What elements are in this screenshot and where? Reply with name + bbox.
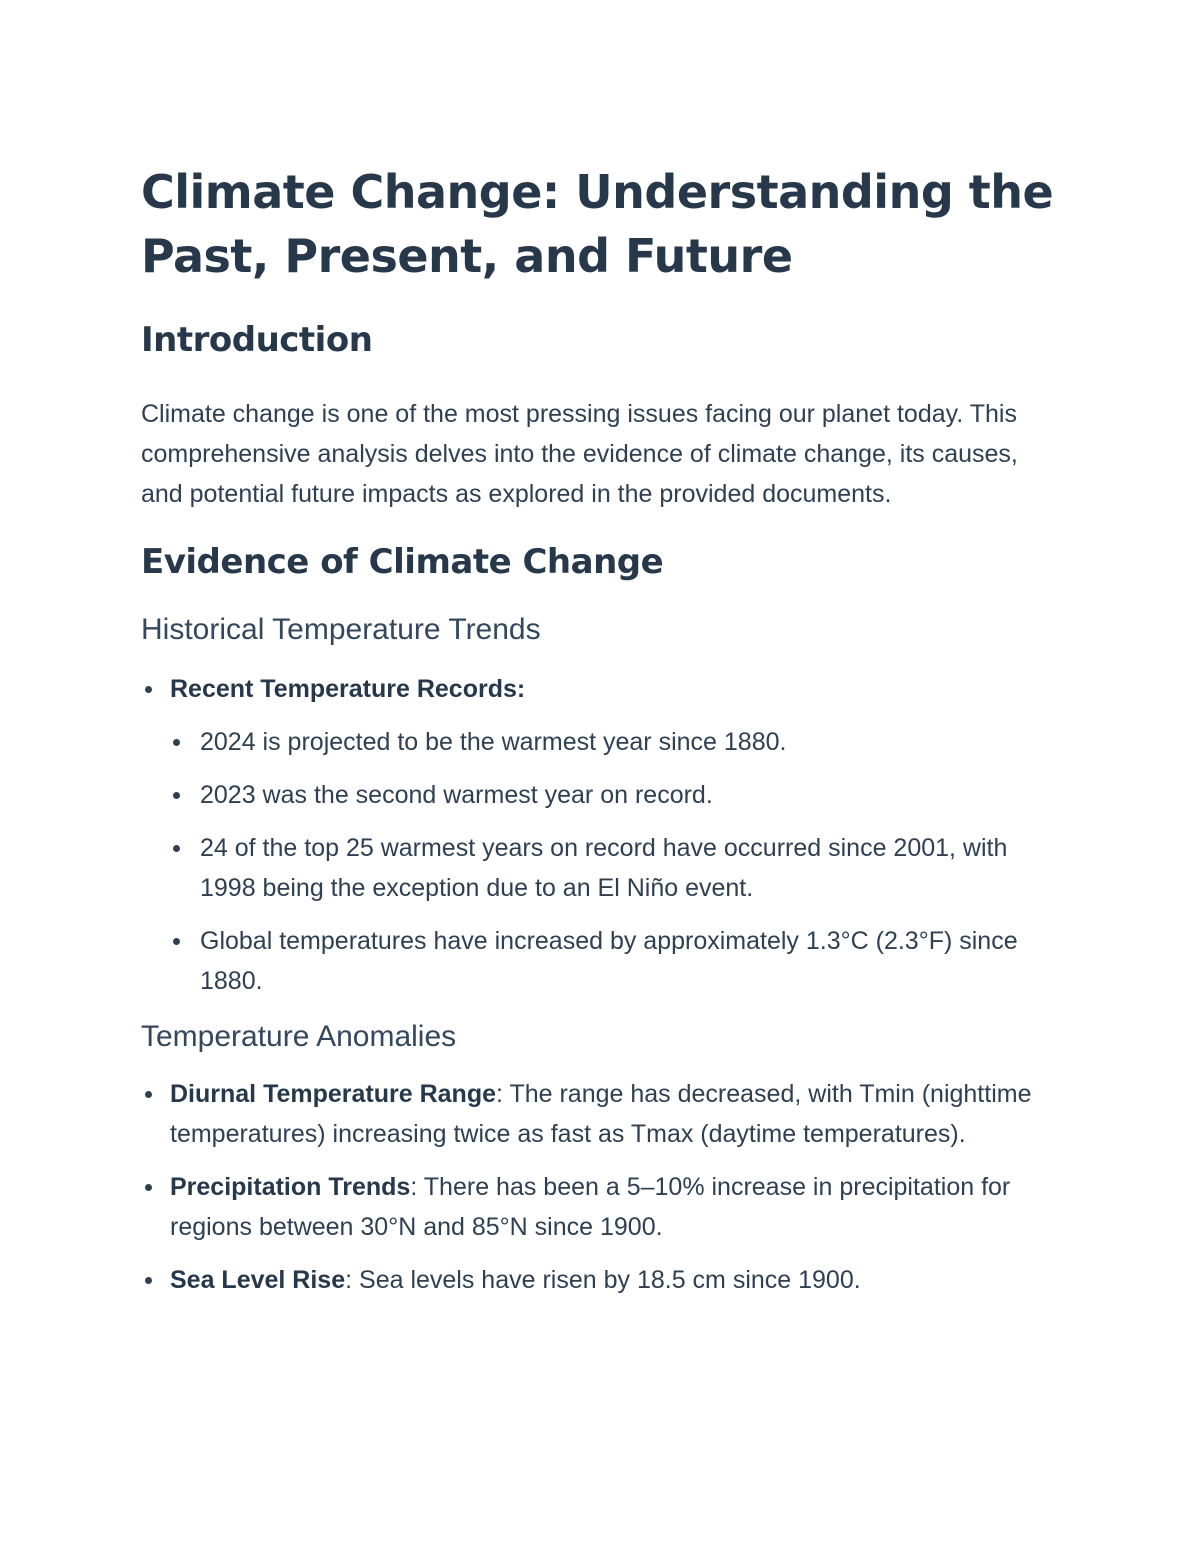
page-title: Climate Change: Understanding the Past, Present, and Future bbox=[141, 165, 1054, 283]
item-label: Sea Level Rise bbox=[170, 1266, 346, 1294]
document-page bbox=[141, 160, 1061, 1300]
historical-temperature-heading: Historical Temperature Trends bbox=[141, 613, 541, 646]
list-item: Global temperatures have increased by approximately 1.3°C (2.3°F) since 1880. bbox=[170, 921, 1061, 1001]
list-item: 24 of the top 25 warmest years on record have occurred since 2001, with 1998 being the exception due to an El Niño event. bbox=[170, 828, 1061, 908]
records-label: Recent Temperature Records: bbox=[170, 675, 526, 703]
introduction-heading: Introduction bbox=[141, 320, 373, 360]
item-text: : Sea levels have risen by 18.5 cm since 1900. bbox=[345, 1266, 861, 1294]
list-item bbox=[141, 1260, 1061, 1300]
list-item: 2024 is projected to be the warmest year since 1880. bbox=[170, 722, 1061, 762]
evidence-heading: Evidence of Climate Change bbox=[141, 542, 664, 582]
item-text: : There has been a 5–10% increase in precipitation for regions between 30°N and 85°N since 1900. bbox=[170, 1173, 1011, 1241]
temperature-anomalies-heading: Temperature Anomalies bbox=[141, 1020, 457, 1053]
list-item bbox=[141, 669, 1061, 1001]
list-item bbox=[141, 1074, 1061, 1154]
records-sublist bbox=[170, 722, 1061, 1001]
item-label: Diurnal Temperature Range bbox=[170, 1080, 497, 1108]
list-item: 2023 was the second warmest year on record. bbox=[170, 775, 1061, 815]
introduction-paragraph: Climate change is one of the most pressing issues facing our planet today. This comprehensive analysis delves into the evidence of climate change, its causes, and potential future impacts as explored in the provided documents. bbox=[141, 400, 1018, 508]
item-text: : The range has decreased, with Tmin (nighttime temperatures) increasing twice as fast as Tmax (daytime temperatures). bbox=[170, 1080, 1032, 1148]
anomalies-list bbox=[141, 1074, 1061, 1300]
list-item bbox=[141, 1167, 1061, 1247]
item-label: Precipitation Trends bbox=[170, 1173, 411, 1201]
historical-list bbox=[141, 669, 1061, 1001]
